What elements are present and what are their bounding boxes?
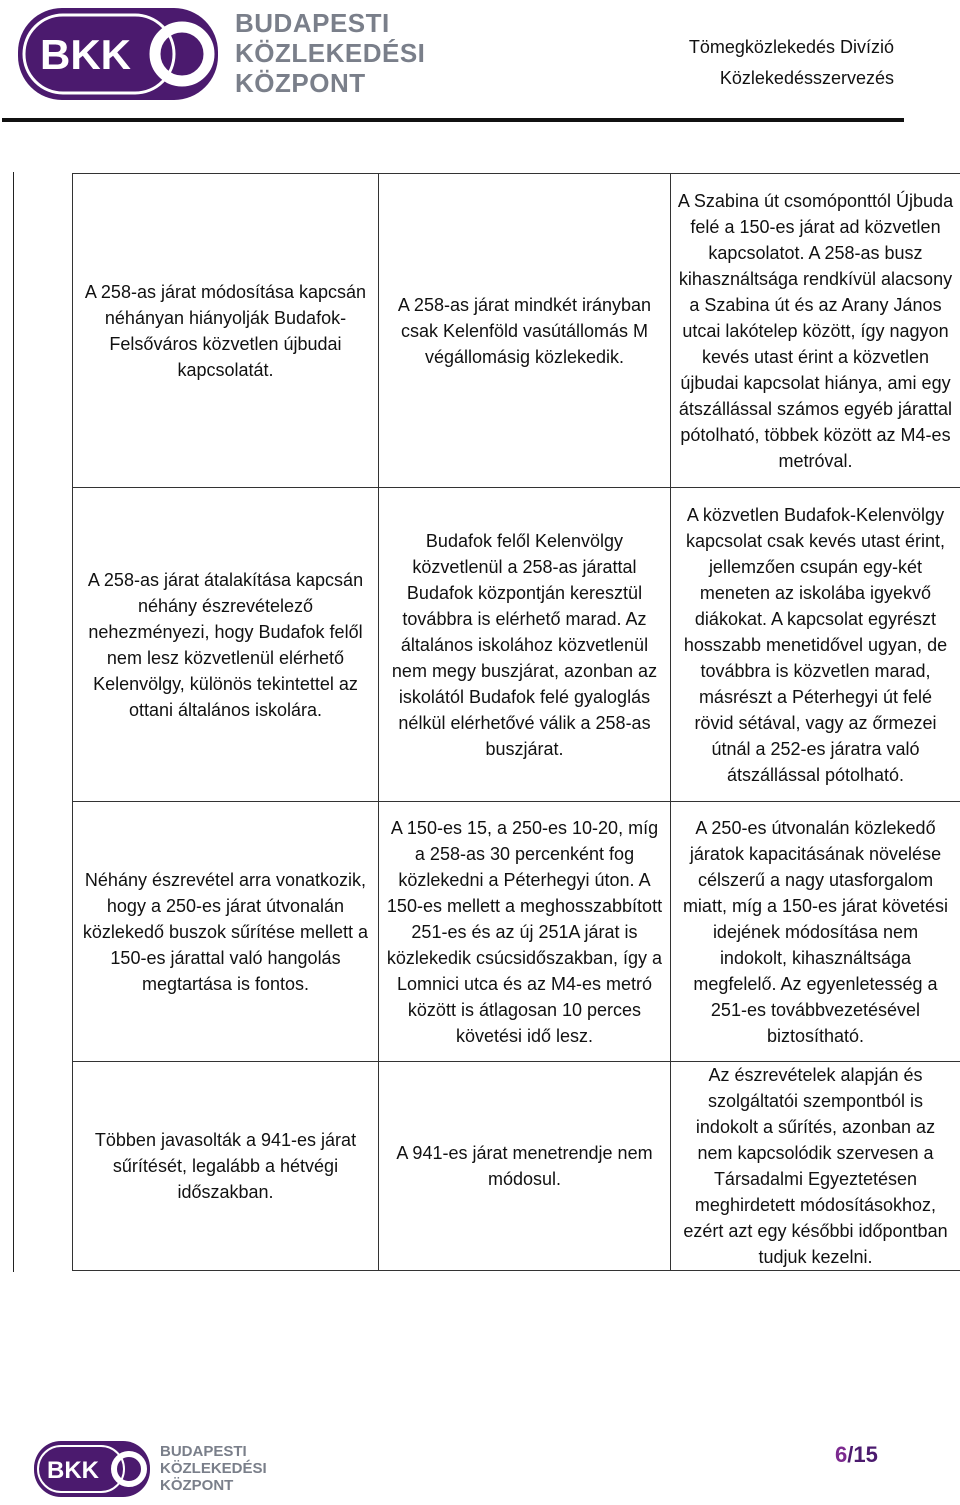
table-row (73, 488, 960, 802)
bkk-logo (16, 6, 220, 107)
page-current: 6 (835, 1442, 848, 1467)
page-number (835, 1442, 878, 1468)
comment-cell: Néhány észrevétel arra vonatkozik, hogy a 250-es járat útvonalán közlekedő buszok sűrítése mellett a 150-es járattal való hangolás megtartása is fontos. (73, 802, 379, 1062)
reason-cell: A Szabina út csomóponttól Újbuda felé a 150-es járat ad közvetlen kapcsolatot. A 258-as busz kihasználtsága rendkívül alacsony a Szabina út és az Arany János utcai lakótelep között, így nagyon kevés utast érint a közvetlen újbudai kapcsolat hiánya, ami egy átszállással számos egyéb járattal pótolható, többek között az M4-es metróval. (671, 174, 960, 488)
answer-cell: A 150-es 15, a 250-es 10-20, míg a 258-as 30 percenként fog közlekedni a Péterhegyi úton. A 150-es mellett a meghosszabbított 251-es és az új 251A járat is közlekedik csúcsidőszakban, így a Lomnici utca és az M4-es metró között is átlagosan 10 perces követési idő lesz. (379, 802, 671, 1062)
footer-org-line: BUDAPESTI (160, 1443, 247, 1460)
page-separator: / (847, 1442, 854, 1467)
comment-cell: Többen javasolták a 941-es járat sűrítését, legalább a hétvégi időszakban. (73, 1062, 379, 1271)
footer-bkk-logo (33, 1440, 151, 1503)
org-line: KÖZPONT (235, 68, 366, 98)
answer-cell: A 258-as járat mindkét irányban csak Kelenföld vasútállomás M végállomásig közlekedik. (379, 174, 671, 488)
table-row (73, 1062, 960, 1271)
answer-cell: Budafok felől Kelenvölgy közvetlenül a 258-as járattal Budafok központján keresztül továbbra is elérhető marad. Az általános iskolához közvetlenül nem megy buszjárat, azonban az iskolától Budafok felé gyaloglás nélkül elérhetővé válik a 258-as buszjárat. (379, 488, 671, 802)
footer-org-line: KÖZLEKEDÉSI (160, 1460, 267, 1477)
org-line: KÖZLEKEDÉSI (235, 38, 426, 68)
page-total: 15 (853, 1442, 878, 1467)
department-line: Közlekedésszervezés (719, 68, 894, 88)
table-row (73, 802, 960, 1062)
org-line: BUDAPESTI (235, 8, 390, 38)
comment-cell: A 258-as járat átalakítása kapcsán néhány észrevételező nehezményezi, hogy Budafok felől nem lesz közvetlenül elérhető Kelenvölgy, különös tekintettel az ottani általános iskolára. (73, 488, 379, 802)
footer-org-line: KÖZPONT (160, 1477, 234, 1494)
footer-logo-text: BKK (47, 1457, 99, 1484)
logo-text: BKK (40, 31, 131, 78)
reason-cell: Az észrevételek alapján és szolgáltatói szempontból is indokolt a sűrítés, azonban az nem kapcsolódik szervesen a Társadalmi Egyeztetésen meghirdetett módosításokhoz, ezért azt egy későbbi időpontban tudjuk kezelni. (671, 1062, 960, 1271)
comment-cell: A 258-as járat módosítása kapcsán néhányan hiányolják Budafok-Felsőváros közvetlen újbudai kapcsolatát. (73, 174, 379, 488)
reason-cell: A közvetlen Budafok-Kelenvölgy kapcsolat csak kevés utast érint, jellemzően csupán egy-két meneten az iskolába igyekvő diákokat. A kapcsolat egyrészt hosszabb menetidővel ugyan, de továbbra is közvetlen marad, másrészt a Péterhegyi út felé rövid sétával, vagy az őrmezei útnál a 252-es járatra való átszállással pótolható. (671, 488, 960, 802)
footer-org-name (160, 1443, 267, 1494)
reason-cell: A 250-es útvonalán közlekedő járatok kapacitásának növelése célszerű a nagy utasforgalom miatt, míg a 150-es járat követési idejének módosítása nem indokolt, kihasználtsága megfelelő. Az egyenletesség a 251-es továbbvezetésével biztosítható. (671, 802, 960, 1062)
margin-bar (13, 172, 14, 1272)
division-line: Tömegközlekedés Divízió (688, 37, 894, 57)
division-info (689, 32, 894, 94)
answer-cell: A 941-es járat menetrendje nem módosul. (379, 1062, 671, 1271)
header-divider (2, 118, 904, 122)
table-row (73, 174, 960, 488)
comments-table (72, 173, 960, 1271)
org-name (235, 8, 425, 98)
